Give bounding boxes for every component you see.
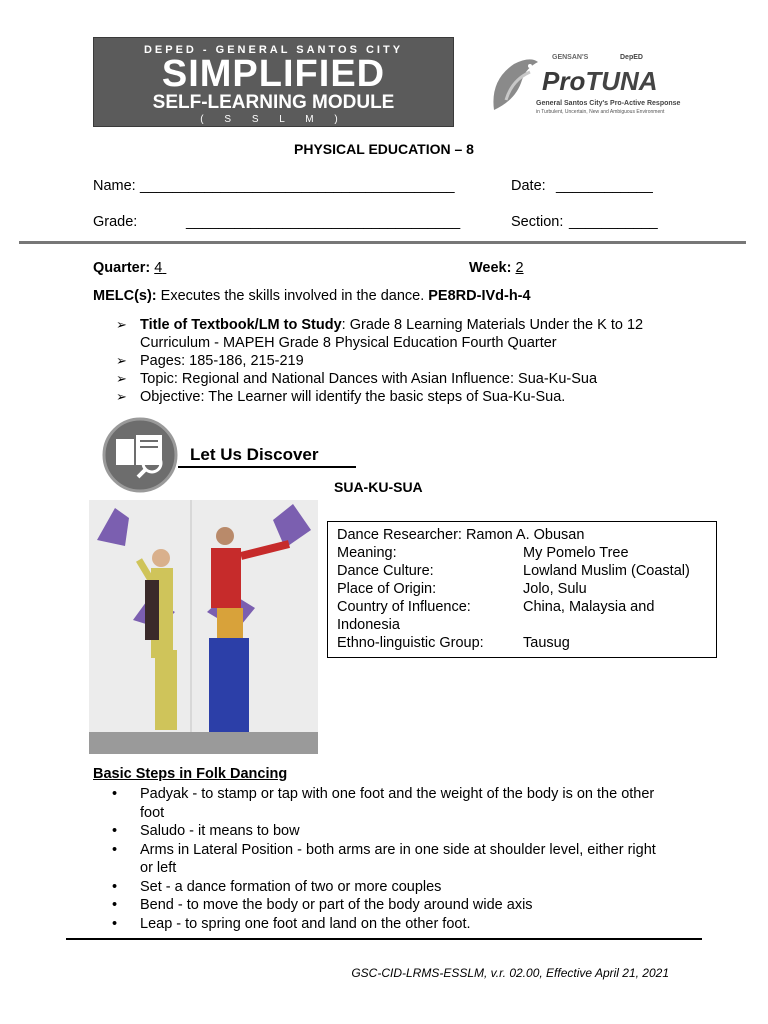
textbook-item: ➢ Title of Textbook/LM to Study: Grade 8 Learning Materials Under the K to 12 Curriculum - MAPEH Grade 8 Physical Education Fourth Quarter (116, 316, 666, 352)
section-field[interactable]: ___________ (569, 214, 658, 230)
info-row: Dance Culture: Lowland Muslim (Coastal) (337, 563, 690, 579)
quarter-value: 4 (154, 260, 163, 276)
grade-label: Grade: (93, 214, 138, 230)
week-value: 2 (515, 260, 524, 276)
protuna-logo (486, 46, 681, 126)
discover-book-icon (100, 417, 182, 495)
info-row: Place of Origin: Jolo, Sulu (337, 581, 587, 597)
banner-line4: ( S S L M ) (200, 114, 347, 125)
header-divider (19, 241, 746, 244)
deped-mark: DepED (620, 54, 643, 61)
date-field[interactable]: ____________ (556, 178, 653, 194)
section-heading: Let Us Discover (190, 445, 319, 464)
ethno-row: Ethno-linguistic Group: Tausug (337, 635, 570, 651)
pages-item: ➢ Pages: 185-186, 215-219 (116, 352, 666, 370)
footer-divider (66, 938, 702, 940)
list-item: • Leap - to spring one foot and land on the other foot. (112, 915, 672, 934)
dance-title: SUA-KU-SUA (334, 479, 423, 495)
melc-line: MELC(s): Executes the skills involved in the dance. PE8RD-IVd-h-4 (93, 288, 531, 304)
dancers-photo (89, 500, 318, 754)
banner-line1: DEPED - GENERAL SANTOS CITY (143, 44, 404, 56)
list-item: • Set - a dance formation of two or more couples (112, 878, 672, 897)
logo-tagline: in Turbulent, Uncertain, New and Ambiguous Environment (536, 109, 665, 115)
grade-field[interactable]: __________________________________ (186, 214, 461, 230)
banner-line3: SELF-LEARNING MODULE (152, 92, 395, 113)
logo-brand: ProTUNA (542, 66, 658, 96)
quarter: Quarter: 4 (93, 260, 163, 276)
module-details (116, 316, 666, 406)
logo-subtitle: General Santos City's Pro-Active Response (536, 100, 681, 107)
list-item: • Arms in Lateral Position - both arms are in one side at shoulder level, either right or left (112, 841, 672, 878)
info-row: Country of Influence: China, Malaysia and (337, 599, 655, 615)
name-label: Name: (93, 178, 136, 194)
info-row: Meaning: My Pomelo Tree (337, 545, 629, 561)
date-label: Date: (511, 178, 546, 194)
list-item: • Bend - to move the body or part of the body around wide axis (112, 896, 672, 915)
name-field[interactable]: _______________________________________ (140, 178, 455, 194)
section-label: Section: (511, 214, 564, 230)
banner-line2: SIMPLIFIED (161, 53, 386, 95)
sslm-banner (93, 37, 454, 127)
footer-code: GSC-CID-LRMS-ESSLM, v.r. 02.00, Effective April 21, 2021 (351, 966, 669, 980)
heading-underline (178, 466, 356, 468)
logo-prefix: GENSAN'S (552, 54, 589, 61)
dance-info-box (327, 521, 717, 658)
dancers-illustration (89, 500, 318, 754)
objective-item: ➢ Objective: The Learner will identify the basic steps of Sua-Ku-Sua. (116, 388, 666, 406)
subject-title: PHYSICAL EDUCATION – 8 (294, 141, 474, 157)
topic-item: ➢ Topic: Regional and National Dances with Asian Influence: Sua-Ku-Sua (116, 370, 666, 388)
week: Week: 2 (469, 260, 524, 276)
researcher-row: Dance Researcher: Ramon A. Obusan (337, 527, 585, 543)
info-row-wrap: Indonesia (337, 617, 400, 633)
basic-steps-list (112, 785, 672, 933)
list-item: • Padyak - to stamp or tap with one foot and the weight of the body is on the other foot (112, 785, 672, 822)
basic-steps-heading: Basic Steps in Folk Dancing (93, 766, 288, 782)
list-item: • Saludo - it means to bow (112, 822, 672, 841)
